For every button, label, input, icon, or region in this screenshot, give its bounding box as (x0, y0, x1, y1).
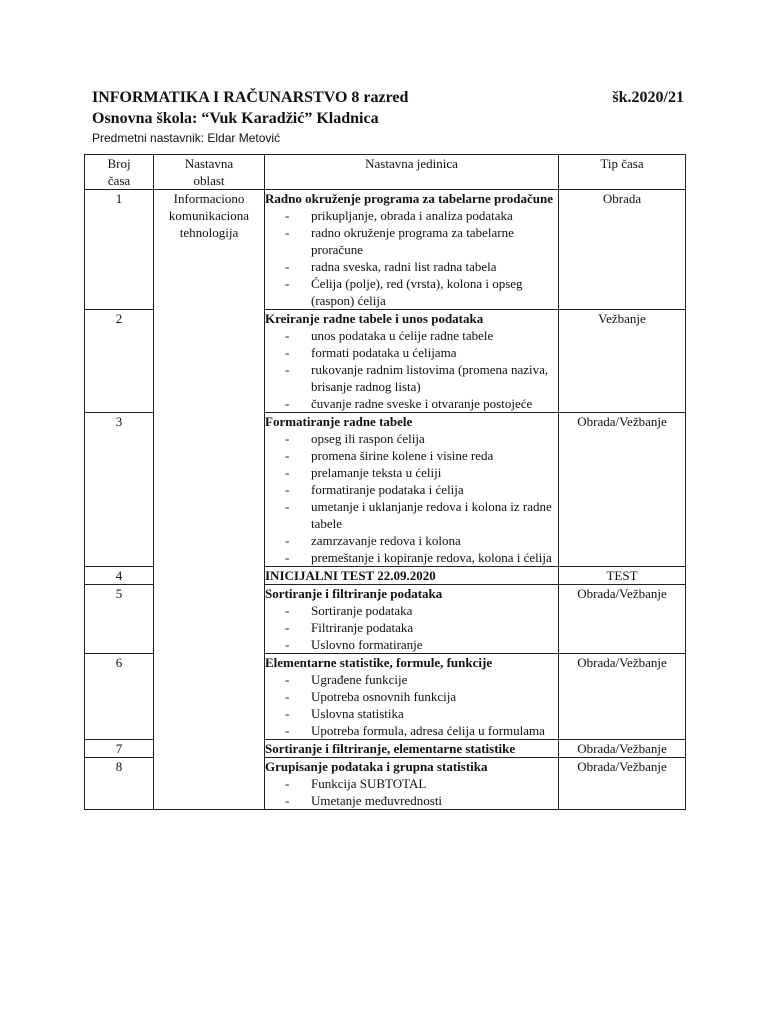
list-item: - Umetanje međuvrednosti (285, 792, 558, 809)
list-item: - radno okruženje programa za tabelarne proračune (285, 224, 558, 258)
list-item: - formati podataka u ćelijama (285, 344, 558, 361)
table-header-row (85, 155, 686, 190)
teacher-name: Predmetni nastavnik: Eldar Metović (92, 131, 281, 145)
list-item: - Upotreba osnovnih funkcija (285, 688, 558, 705)
list-item: - radna sveska, radni list radna tabela (285, 258, 558, 275)
column-header-num: Broj časa (85, 155, 154, 190)
lesson-topic-list (265, 671, 558, 739)
lesson-title: Sortiranje i filtriranje podataka (265, 586, 443, 601)
list-item: - prikupljanje, obrada i analiza podataka (285, 207, 558, 224)
list-item: - rukovanje radnim listovima (promena naziva, brisanje radnog lista) (285, 361, 558, 395)
list-item: - zamrzavanje redova i kolona (285, 532, 558, 549)
document-title-line (92, 88, 684, 108)
lesson-title: Grupisanje podataka i grupna statistika (265, 759, 488, 774)
list-item: - Filtriranje podataka (285, 619, 558, 636)
list-item: - unos podataka u ćelije radne tabele (285, 327, 558, 344)
list-item: - Ćelija (polje), red (vrsta), kolona i opseg (raspon) ćelija (285, 275, 558, 309)
list-item: - formatiranje podataka i ćelija (285, 481, 558, 498)
list-item: - opseg ili raspon ćelija (285, 430, 558, 447)
lesson-topic-list (265, 207, 558, 309)
lesson-type: Obrada/Vežbanje (559, 758, 686, 810)
lesson-type: Obrada/Vežbanje (559, 585, 686, 654)
list-item: - Funkcija SUBTOTAL (285, 775, 558, 792)
area-name: Informaciono komunikaciona tehnologija (154, 190, 265, 810)
list-item: - Uslovna statistika (285, 705, 558, 722)
lesson-number: 7 (85, 740, 154, 758)
lesson-title: Formatiranje radne tabele (265, 414, 413, 429)
lesson-type: Obrada (559, 190, 686, 310)
list-item: - Upotreba formula, adresa ćelija u formulama (285, 722, 558, 739)
lesson-unit (265, 413, 559, 567)
lesson-number: 3 (85, 413, 154, 567)
lesson-type: Vežbanje (559, 310, 686, 413)
lesson-number: 6 (85, 654, 154, 740)
document-title: INFORMATIKA I RAČUNARSTVO 8 razred (92, 89, 409, 106)
lesson-title: INICIJALNI TEST 22.09.2020 (265, 568, 436, 583)
lesson-type: Obrada/Vežbanje (559, 413, 686, 567)
lesson-type: TEST (559, 567, 686, 585)
list-item: - Sortiranje podataka (285, 602, 558, 619)
school-name: Osnovna škola: “Vuk Karadžić” Kladnica (92, 110, 379, 127)
lesson-number: 5 (85, 585, 154, 654)
lesson-title: Radno okruženje programa za tabelarne prodačune (265, 191, 554, 206)
lesson-number: 1 (85, 190, 154, 310)
list-item: - prelamanje teksta u ćeliji (285, 464, 558, 481)
table-body (85, 190, 686, 810)
lesson-unit (265, 190, 559, 310)
lesson-topic-list (265, 775, 558, 809)
lesson-unit (265, 585, 559, 654)
table-row (85, 190, 686, 310)
lesson-unit (265, 654, 559, 740)
list-item: - umetanje i uklanjanje redova i kolona iz radne tabele (285, 498, 558, 532)
lesson-plan-table (84, 154, 686, 810)
lesson-number: 2 (85, 310, 154, 413)
lesson-title: Kreiranje radne tabele i unos podataka (265, 311, 484, 326)
list-item: - Uslovno formatiranje (285, 636, 558, 653)
column-header-area: Nastavna oblast (154, 155, 265, 190)
lesson-topic-list (265, 430, 558, 566)
lesson-type: Obrada/Vežbanje (559, 740, 686, 758)
lesson-unit (265, 758, 559, 810)
list-item: - promena širine kolene i visine reda (285, 447, 558, 464)
column-header-type: Tip časa (559, 155, 686, 190)
list-item: - Ugrađene funkcije (285, 671, 558, 688)
lesson-title: Elementarne statistike, formule, funkcije (265, 655, 493, 670)
list-item: - premeštanje i kopiranje redova, kolona i ćelija (285, 549, 558, 566)
lesson-topic-list (265, 602, 558, 653)
school-year: šk.2020/21 (612, 89, 684, 106)
lesson-number: 8 (85, 758, 154, 810)
list-item: - čuvanje radne sveske i otvaranje postojeće (285, 395, 558, 412)
lesson-topic-list (265, 327, 558, 412)
column-header-unit: Nastavna jedinica (265, 155, 559, 190)
lesson-unit (265, 567, 559, 585)
lesson-number: 4 (85, 567, 154, 585)
lesson-unit (265, 310, 559, 413)
lesson-unit (265, 740, 559, 758)
lesson-title: Sortiranje i filtriranje, elementarne statistike (265, 741, 516, 756)
lesson-type: Obrada/Vežbanje (559, 654, 686, 740)
